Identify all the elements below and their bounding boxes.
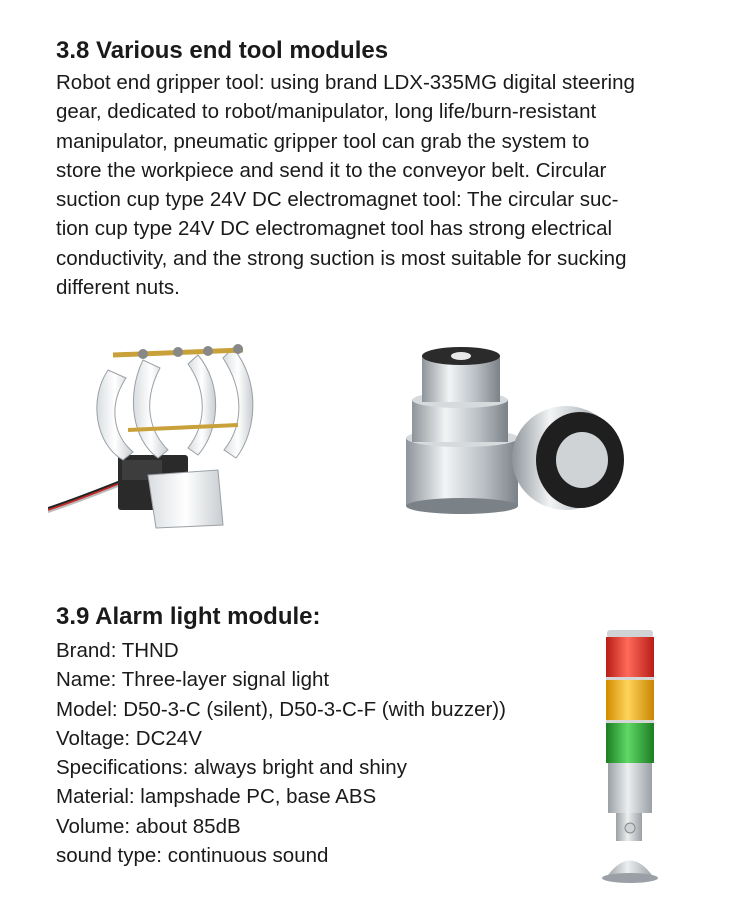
electromagnet-image: [398, 338, 628, 518]
description-line: tion cup type 24V DC electromagnet tool has strong electrical: [56, 217, 613, 241]
description-line: Robot end gripper tool: using brand LDX-335MG digital steering: [56, 71, 635, 94]
spec-sound-type: sound type: continuous sound: [56, 844, 329, 868]
description-line: different nuts.: [56, 276, 180, 300]
spec-voltage: Voltage: DC24V: [56, 726, 202, 750]
section-heading-end-tools: 3.8 Various end tool modules: [56, 37, 389, 64]
signal-tower-light-image: [596, 628, 666, 888]
spec-name: Name: Three-layer signal light: [56, 668, 330, 692]
description-line: store the workpiece and send it to the conveyor belt. Circular: [56, 158, 607, 182]
end-tools-description: [56, 68, 706, 302]
section-heading-alarm-light: 3.9 Alarm light module:: [56, 603, 321, 630]
alarm-light-specs: [56, 636, 506, 870]
spec-specifications: Specifications: always bright and shiny: [56, 756, 407, 780]
spec-material: Material: lampshade PC, base ABS: [56, 785, 377, 809]
spec-brand: Brand: THND: [56, 639, 179, 662]
description-line: manipulator, pneumatic gripper tool can grab the system to: [56, 129, 590, 153]
description-line: suction cup type 24V DC electromagnet tool: The circular suc-: [56, 188, 619, 212]
description-line: gear, dedicated to robot/manipulator, long life/burn-resistant: [56, 100, 597, 124]
gripper-tool-image: [48, 330, 278, 530]
description-line: conductivity, and the strong suction is most suitable for sucking: [56, 246, 627, 270]
spec-model: Model: D50-3-C (silent), D50-3-C-F (with buzzer)): [56, 697, 506, 721]
spec-volume: Volume: about 85dB: [56, 814, 241, 838]
